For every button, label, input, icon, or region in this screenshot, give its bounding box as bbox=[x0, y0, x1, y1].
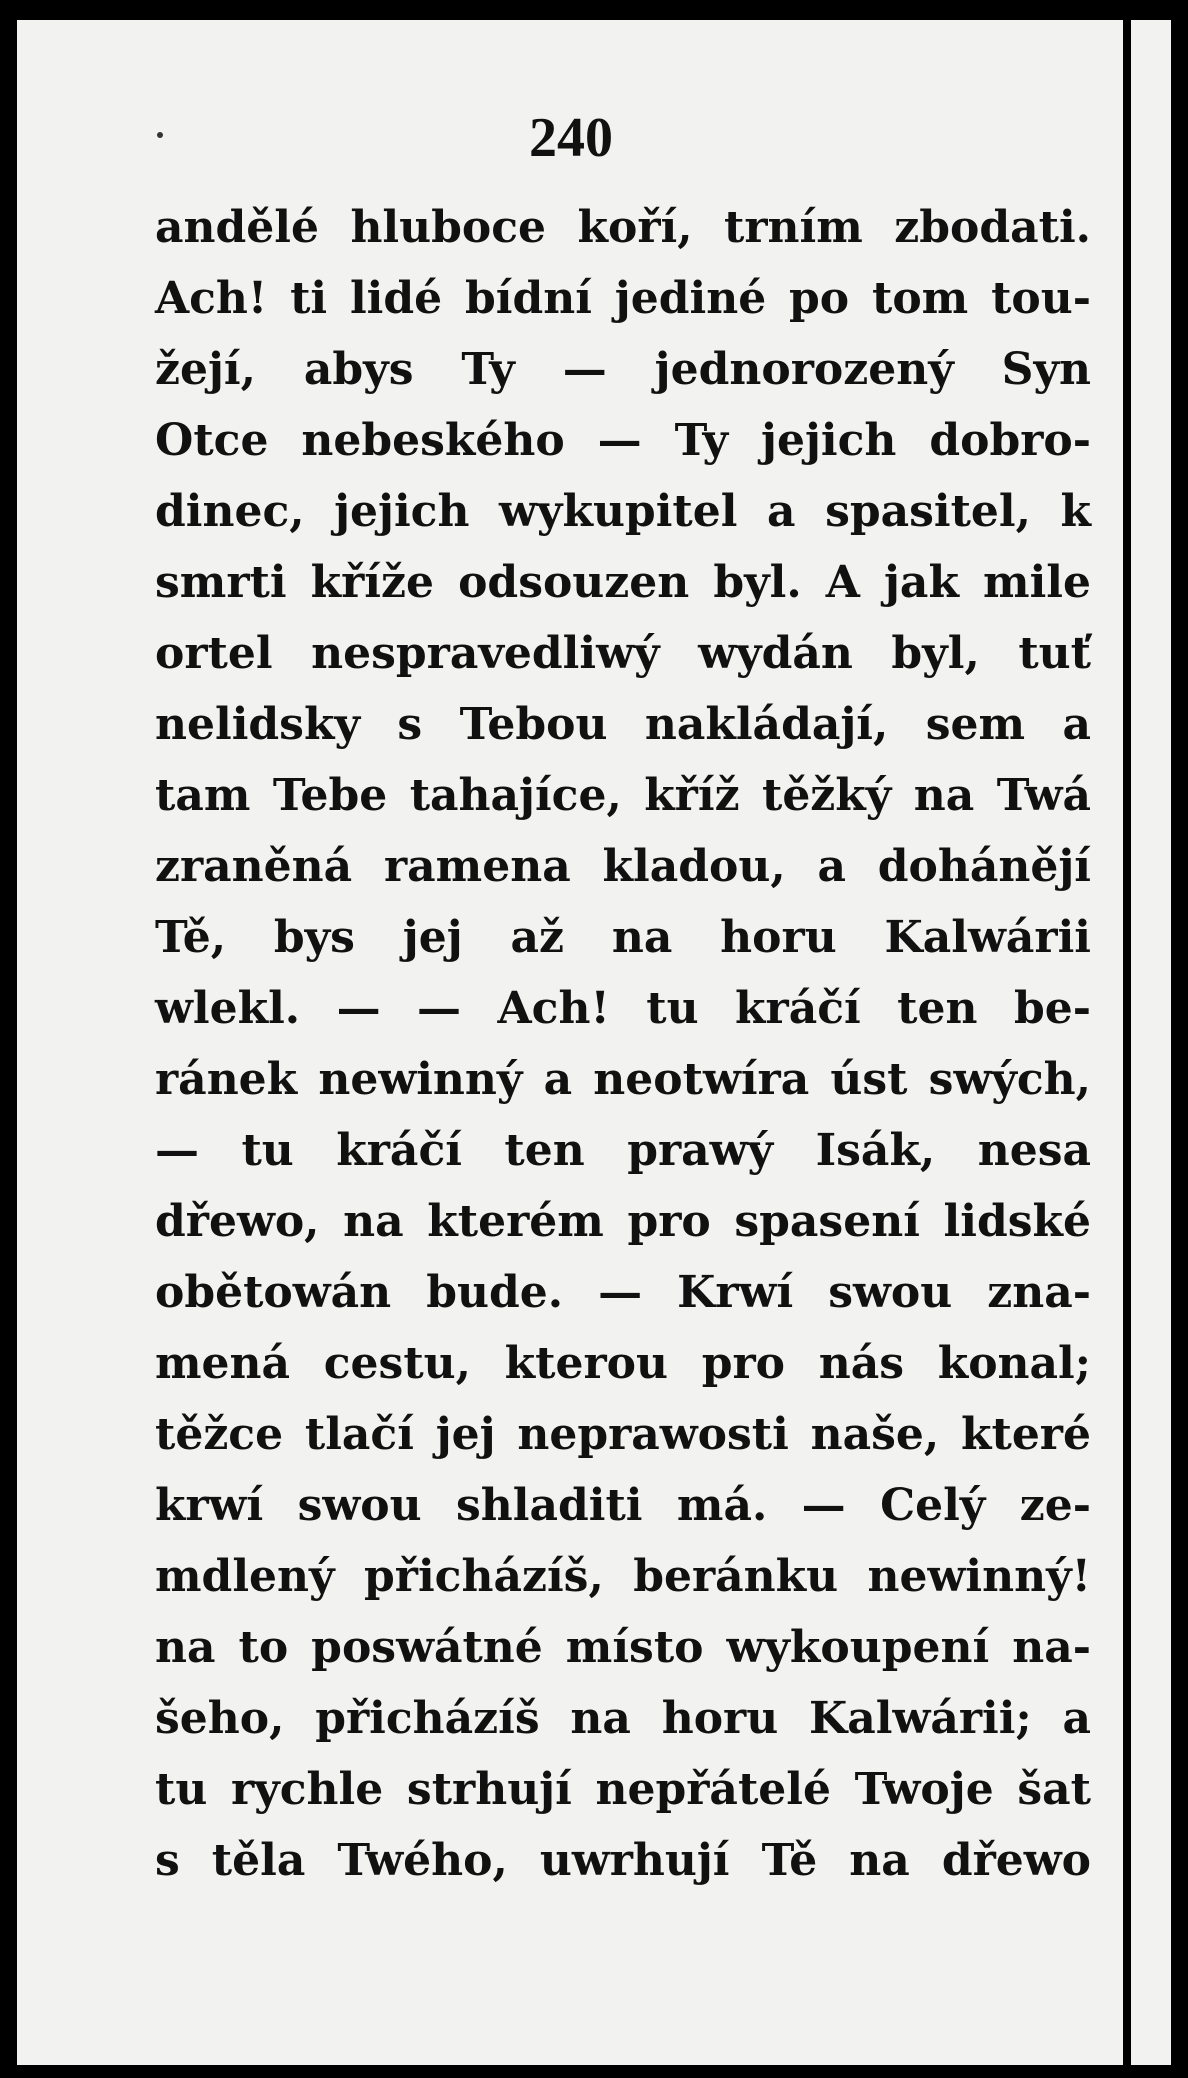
text-line: dřewo, na kterém pro spasení lidské bbox=[155, 1196, 1091, 1247]
adjacent-page-edge bbox=[1123, 20, 1171, 2065]
text-line: obětowán bude. — Krwí swou zna- bbox=[155, 1267, 1091, 1318]
page-number: 240 bbox=[529, 107, 613, 169]
text-line: žejí, abys Ty — jednorozený Syn bbox=[155, 344, 1091, 395]
text-line: Otce nebeského — Ty jejich dobro- bbox=[155, 415, 1091, 466]
text-line: tam Tebe tahajíce, kříž těžký na Twá bbox=[155, 770, 1091, 821]
text-line: ortel nespravedliwý wydán byl, tuť bbox=[155, 628, 1091, 679]
text-line: těžce tlačí jej neprawosti naše, které bbox=[155, 1409, 1091, 1460]
text-line: ránek newinný a neotwíra úst swých, bbox=[155, 1054, 1091, 1105]
text-line: dinec, jejich wykupitel a spasitel, k bbox=[155, 486, 1091, 537]
text-line: Ach! ti lidé bídní jediné po tom tou- bbox=[155, 273, 1091, 324]
text-line: — tu kráčí ten prawý Isák, nesa bbox=[155, 1125, 1091, 1176]
text-line: Tě, bys jej až na horu Kalwárii bbox=[155, 912, 1091, 963]
text-line: smrti kříže odsouzen byl. A jak mile bbox=[155, 557, 1091, 608]
text-line: krwí swou shladiti má. — Celý ze- bbox=[155, 1480, 1091, 1531]
text-line: wlekl. — — Ach! tu kráčí ten be- bbox=[155, 983, 1091, 1034]
text-line: na to poswátné místo wykoupení na- bbox=[155, 1622, 1091, 1673]
text-line: andělé hluboce koří, trním zbodati. bbox=[155, 202, 1091, 253]
text-line: nelidsky s Tebou nakládají, sem a bbox=[155, 699, 1091, 750]
text-line: šeho, přicházíš na horu Kalwárii; a bbox=[155, 1693, 1091, 1744]
text-line: tu rychle strhují nepřátelé Twoje šat bbox=[155, 1764, 1091, 1815]
text-line: s těla Twého, uwrhují Tě na dřewo bbox=[155, 1835, 1091, 1886]
text-line: zraněná ramena kladou, a dohánějí bbox=[155, 841, 1091, 892]
text-line: mená cestu, kterou pro nás konal; bbox=[155, 1338, 1091, 1389]
body-text bbox=[155, 192, 1091, 1896]
text-line: mdlený přicházíš, beránku newinný! bbox=[155, 1551, 1091, 1602]
book-page bbox=[17, 20, 1125, 2065]
